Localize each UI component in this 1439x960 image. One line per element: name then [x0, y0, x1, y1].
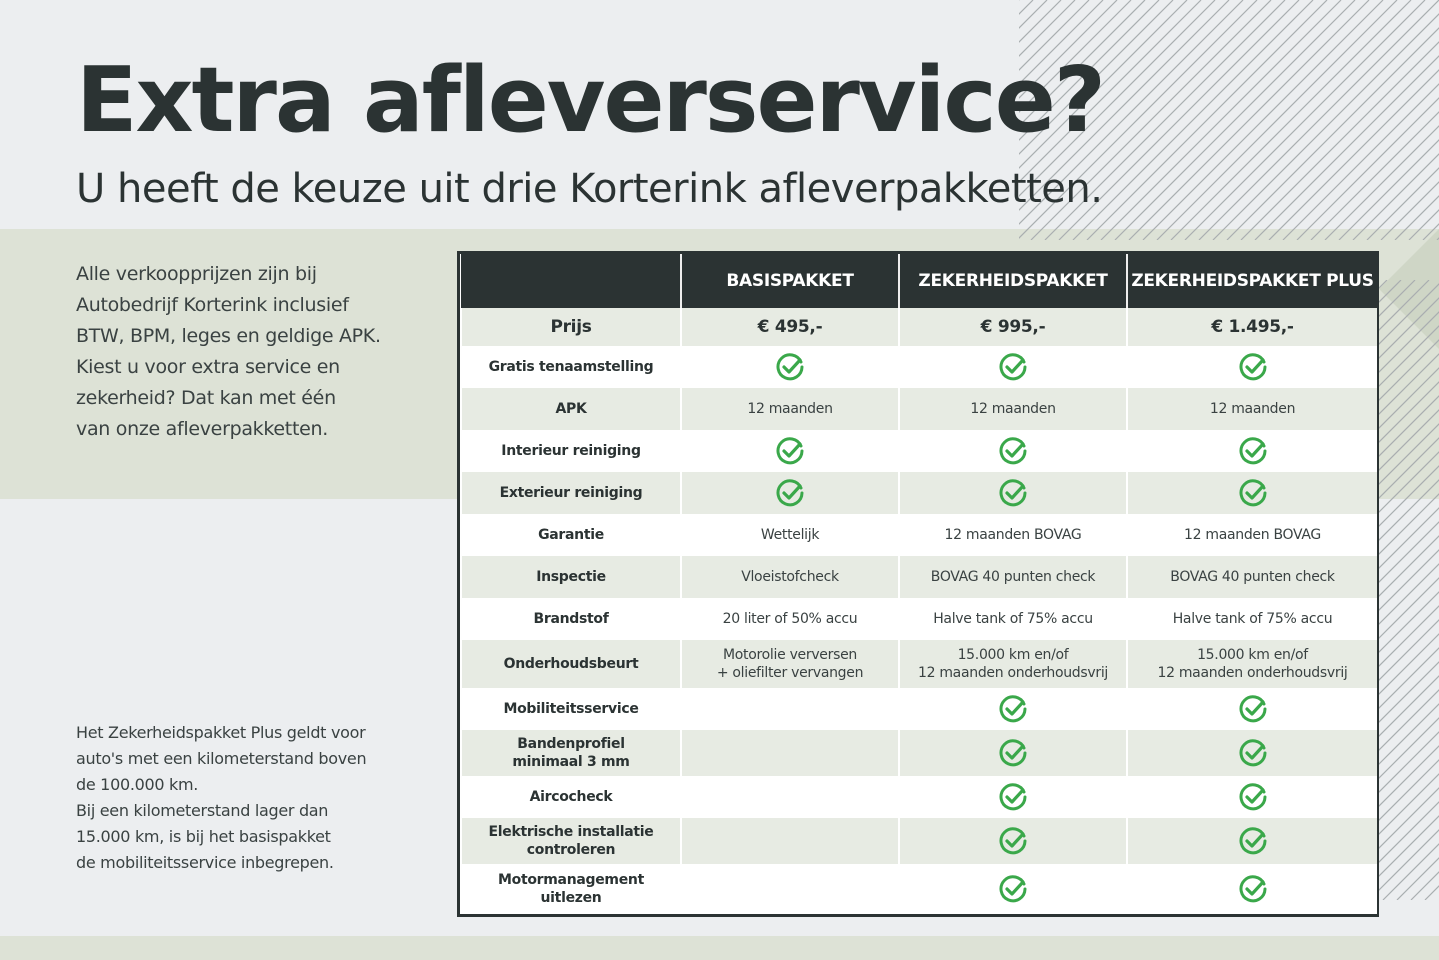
table-cell — [681, 818, 899, 864]
table-row — [461, 818, 1377, 864]
table-cell: 12 maanden BOVAG — [899, 514, 1127, 556]
row-label: Aircocheck — [461, 776, 681, 818]
cell-check — [1127, 864, 1377, 914]
table-cell: Motorolie verversen + oliefilter vervangen — [681, 640, 899, 688]
row-label: Exterieur reiniging — [461, 472, 681, 514]
table-header-row — [461, 254, 1377, 308]
row-label: Bandenprofiel minimaal 3 mm — [461, 730, 681, 776]
check-icon — [775, 352, 805, 382]
row-label: Mobiliteitsservice — [461, 688, 681, 730]
check-icon — [998, 874, 1028, 904]
price-cell: € 495,- — [681, 308, 899, 346]
table-cell: Halve tank of 75% accu — [1127, 598, 1377, 640]
row-label: Interieur reiniging — [461, 430, 681, 472]
header-zekerheidspakket-plus: ZEKERHEIDSPAKKET PLUS — [1127, 254, 1377, 308]
table-row — [461, 688, 1377, 730]
table-cell: Wettelijk — [681, 514, 899, 556]
cell-check — [899, 346, 1127, 388]
cell-check — [1127, 346, 1377, 388]
check-icon — [998, 694, 1028, 724]
table-row — [461, 472, 1377, 514]
header-basispakket: BASISPAKKET — [681, 254, 899, 308]
note-text: Het Zekerheidspakket Plus geldt voor auto's met een kilometerstand boven de 100.000 km. Bij een kilometerstand lager dan 15.000 km, is bij het basispakket de mobiliteitsservice inbegrepen. — [76, 723, 367, 872]
table-cell: 15.000 km en/of 12 maanden onderhoudsvrij — [1127, 640, 1377, 688]
check-icon — [998, 738, 1028, 768]
table-row — [461, 388, 1377, 430]
row-label: APK — [461, 388, 681, 430]
table-cell — [681, 776, 899, 818]
cell-check — [681, 346, 899, 388]
table-cell: BOVAG 40 punten check — [899, 556, 1127, 598]
cell-check — [899, 472, 1127, 514]
table-cell — [681, 688, 899, 730]
intro-text: Alle verkoopprijzen zijn bij Autobedrijf Korterink inclusief BTW, BPM, leges en geldige APK. Kiest u voor extra service en zekerheid? Dat kan met één van onze afleverpakketten. — [76, 263, 381, 440]
check-icon — [775, 478, 805, 508]
cell-check — [899, 688, 1127, 730]
table-cell: Halve tank of 75% accu — [899, 598, 1127, 640]
check-icon — [1238, 478, 1268, 508]
table-row — [461, 556, 1377, 598]
check-icon — [775, 436, 805, 466]
table-cell — [681, 864, 899, 914]
check-icon — [1238, 738, 1268, 768]
check-icon — [998, 352, 1028, 382]
table-cell: 20 liter of 50% accu — [681, 598, 899, 640]
cell-check — [1127, 730, 1377, 776]
cell-check — [1127, 688, 1377, 730]
check-icon — [998, 436, 1028, 466]
cell-check — [899, 818, 1127, 864]
cell-check — [1127, 776, 1377, 818]
check-icon — [1238, 874, 1268, 904]
table-row — [461, 308, 1377, 346]
table-row — [461, 730, 1377, 776]
row-label: Motormanagement uitlezen — [461, 864, 681, 914]
row-label: Garantie — [461, 514, 681, 556]
cell-check — [1127, 818, 1377, 864]
table-cell: 12 maanden BOVAG — [1127, 514, 1377, 556]
table-cell — [681, 730, 899, 776]
price-cell: € 1.495,- — [1127, 308, 1377, 346]
cell-check — [681, 472, 899, 514]
cell-check — [1127, 430, 1377, 472]
row-label: Inspectie — [461, 556, 681, 598]
row-label: Elektrische installatie controleren — [461, 818, 681, 864]
table-cell: 12 maanden — [681, 388, 899, 430]
page-subtitle: U heeft de keuze uit drie Korterink afleverpakketten. — [76, 166, 1103, 212]
table-row — [461, 640, 1377, 688]
cell-check — [899, 730, 1127, 776]
row-label: Gratis tenaamstelling — [461, 346, 681, 388]
check-icon — [1238, 436, 1268, 466]
cell-check — [899, 864, 1127, 914]
check-icon — [998, 782, 1028, 812]
table-cell: 12 maanden — [1127, 388, 1377, 430]
price-cell: € 995,- — [899, 308, 1127, 346]
header-cell-empty — [461, 254, 681, 308]
header-zekerheidspakket: ZEKERHEIDSPAKKET — [899, 254, 1127, 308]
table-row — [461, 514, 1377, 556]
cell-check — [681, 430, 899, 472]
row-label: Prijs — [461, 308, 681, 346]
table-cell: 15.000 km en/of 12 maanden onderhoudsvrij — [899, 640, 1127, 688]
table-cell: BOVAG 40 punten check — [1127, 556, 1377, 598]
table-row — [461, 776, 1377, 818]
cell-check — [1127, 472, 1377, 514]
table-row — [461, 864, 1377, 914]
cell-check — [899, 430, 1127, 472]
row-label: Onderhoudsbeurt — [461, 640, 681, 688]
table-row — [461, 430, 1377, 472]
bottom-band — [0, 936, 1439, 960]
packages-table — [457, 251, 1379, 917]
check-icon — [1238, 352, 1268, 382]
table-row — [461, 346, 1377, 388]
check-icon — [1238, 826, 1268, 856]
table-cell: Vloeistofcheck — [681, 556, 899, 598]
check-icon — [1238, 782, 1268, 812]
cell-check — [899, 776, 1127, 818]
table-row — [461, 598, 1377, 640]
row-label: Brandstof — [461, 598, 681, 640]
check-icon — [998, 826, 1028, 856]
check-icon — [1238, 694, 1268, 724]
check-icon — [998, 478, 1028, 508]
page-title: Extra afleverservice? — [76, 48, 1104, 153]
table-cell: 12 maanden — [899, 388, 1127, 430]
